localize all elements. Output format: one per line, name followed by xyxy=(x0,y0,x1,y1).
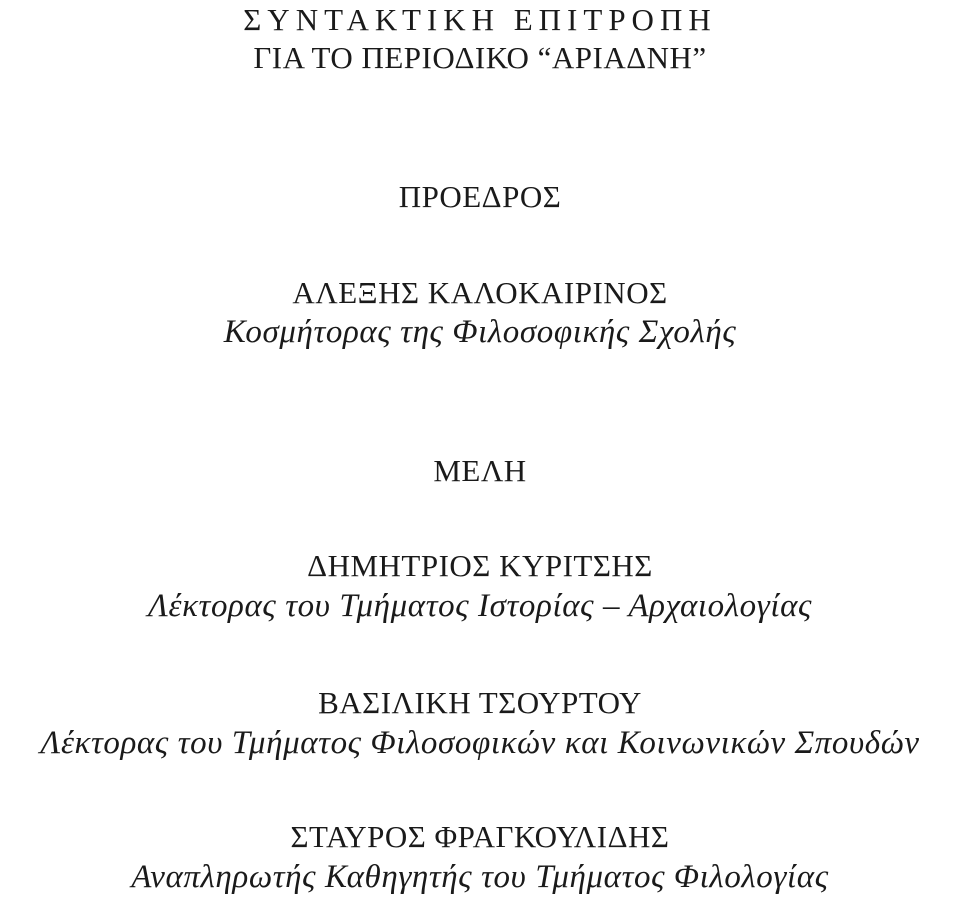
president-heading: ΠΡΟΕΔΡΟΣ xyxy=(398,179,562,214)
member-name: ΒΑΣΙΛΙΚΗ ΤΣΟΥΡΤΟΥ xyxy=(318,685,642,720)
member-role: Αναπληρωτής Καθηγητής του Τμήματος Φιλολογίας xyxy=(131,859,829,895)
members-heading: ΜΕΛΗ xyxy=(433,453,527,488)
member-name: ΔΗΜΗΤΡΙΟΣ ΚΥΡΙΤΣΗΣ xyxy=(307,548,653,583)
member-name: ΣΤΑΥΡΟΣ ΦΡΑΓΚΟΥΛΙΔΗΣ xyxy=(290,819,670,854)
member-role: Λέκτορας του Τμήματος Ιστορίας – Αρχαιολογίας xyxy=(147,588,813,624)
president-name: ΑΛΕΞΗΣ ΚΑΛΟΚΑΙΡΙΝΟΣ xyxy=(292,275,668,310)
page-subtitle: ΓΙΑ ΤΟ ΠΕΡΙΟΔΙΚΟ “ΑΡΙΑΔΝΗ” xyxy=(253,40,707,75)
president-role: Κοσμήτορας της Φιλοσοφικής Σχολής xyxy=(223,314,737,350)
page-title: ΣΥΝΤΑΚΤΙΚΗ ΕΠΙΤΡΟΠΗ xyxy=(243,2,717,37)
member-role: Λέκτορας του Τμήματος Φιλοσοφικών και Κοινωνικών Σπουδών xyxy=(40,725,920,761)
